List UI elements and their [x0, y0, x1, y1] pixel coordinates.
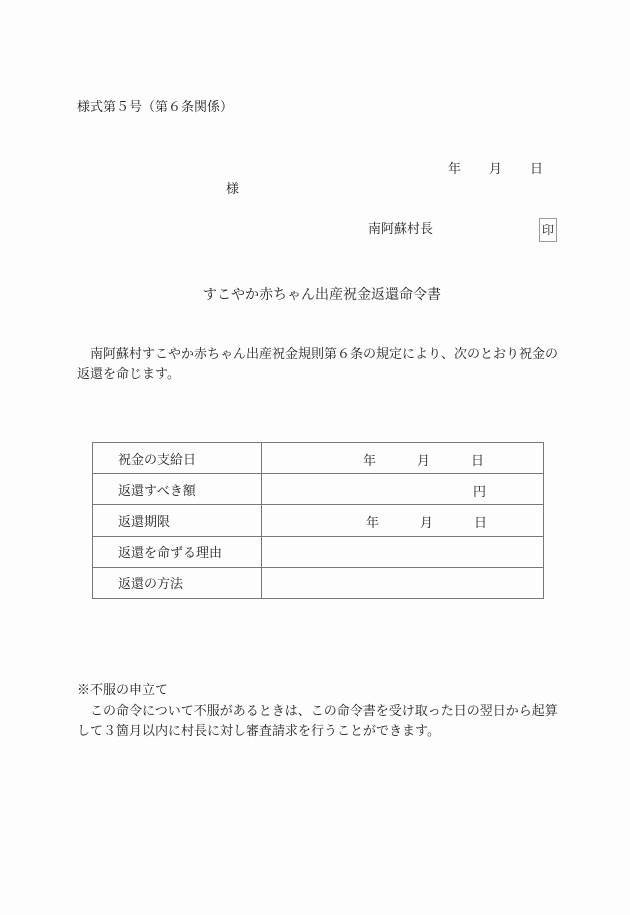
addressee-honorific: 様: [226, 182, 240, 197]
reason-field: [262, 536, 544, 567]
return-amount-field: [262, 474, 544, 505]
month-label: 月: [420, 516, 434, 532]
return-order-table: [92, 442, 544, 599]
document-title: すこやか赤ちゃん出産祝金返還命令書: [203, 287, 441, 303]
month-label: 月: [417, 454, 431, 469]
issuer-name: 南阿蘇村長: [368, 222, 434, 237]
yen-unit: 円: [473, 485, 487, 501]
row-label: 返還を命ずる理由: [93, 536, 262, 567]
objection-heading: ※不服の申立て: [77, 683, 169, 698]
method-field: [262, 567, 544, 598]
row-label: 返還の方法: [93, 567, 262, 598]
row-label: 返還期限: [93, 505, 262, 536]
year-label: 年: [366, 516, 380, 532]
issue-date: [448, 162, 543, 178]
form-number: 様式第５号（第６条関係）: [77, 100, 234, 115]
row-label: 祝金の支給日: [93, 443, 262, 474]
table-row: [93, 474, 544, 505]
table-row: [93, 536, 544, 567]
table-row: [93, 505, 544, 536]
day-label: 日: [474, 516, 488, 532]
objection-text: この命令について不服があるときは、この命令書を受け取った日の翌日から起算して３箇月以内に村長に対し審査請求を行うことができます。: [77, 704, 558, 739]
day-label: 日: [471, 454, 485, 469]
seal-stamp-box: 印: [539, 218, 557, 242]
row-label: 返還すべき額: [93, 474, 262, 505]
table-row: [93, 567, 544, 598]
year-label: 年: [363, 454, 377, 469]
table-row: [93, 443, 544, 474]
body-paragraph: 南阿蘇村すこやか赤ちゃん出産祝金規則第６条の規定により、次のとおり祝金の返還を命じます。: [77, 347, 559, 382]
date-year-label: 年: [448, 162, 462, 177]
payment-date-field: [262, 443, 544, 474]
date-day-label: 日: [530, 162, 544, 177]
return-deadline-field: [262, 505, 544, 536]
date-month-label: 月: [489, 162, 503, 177]
